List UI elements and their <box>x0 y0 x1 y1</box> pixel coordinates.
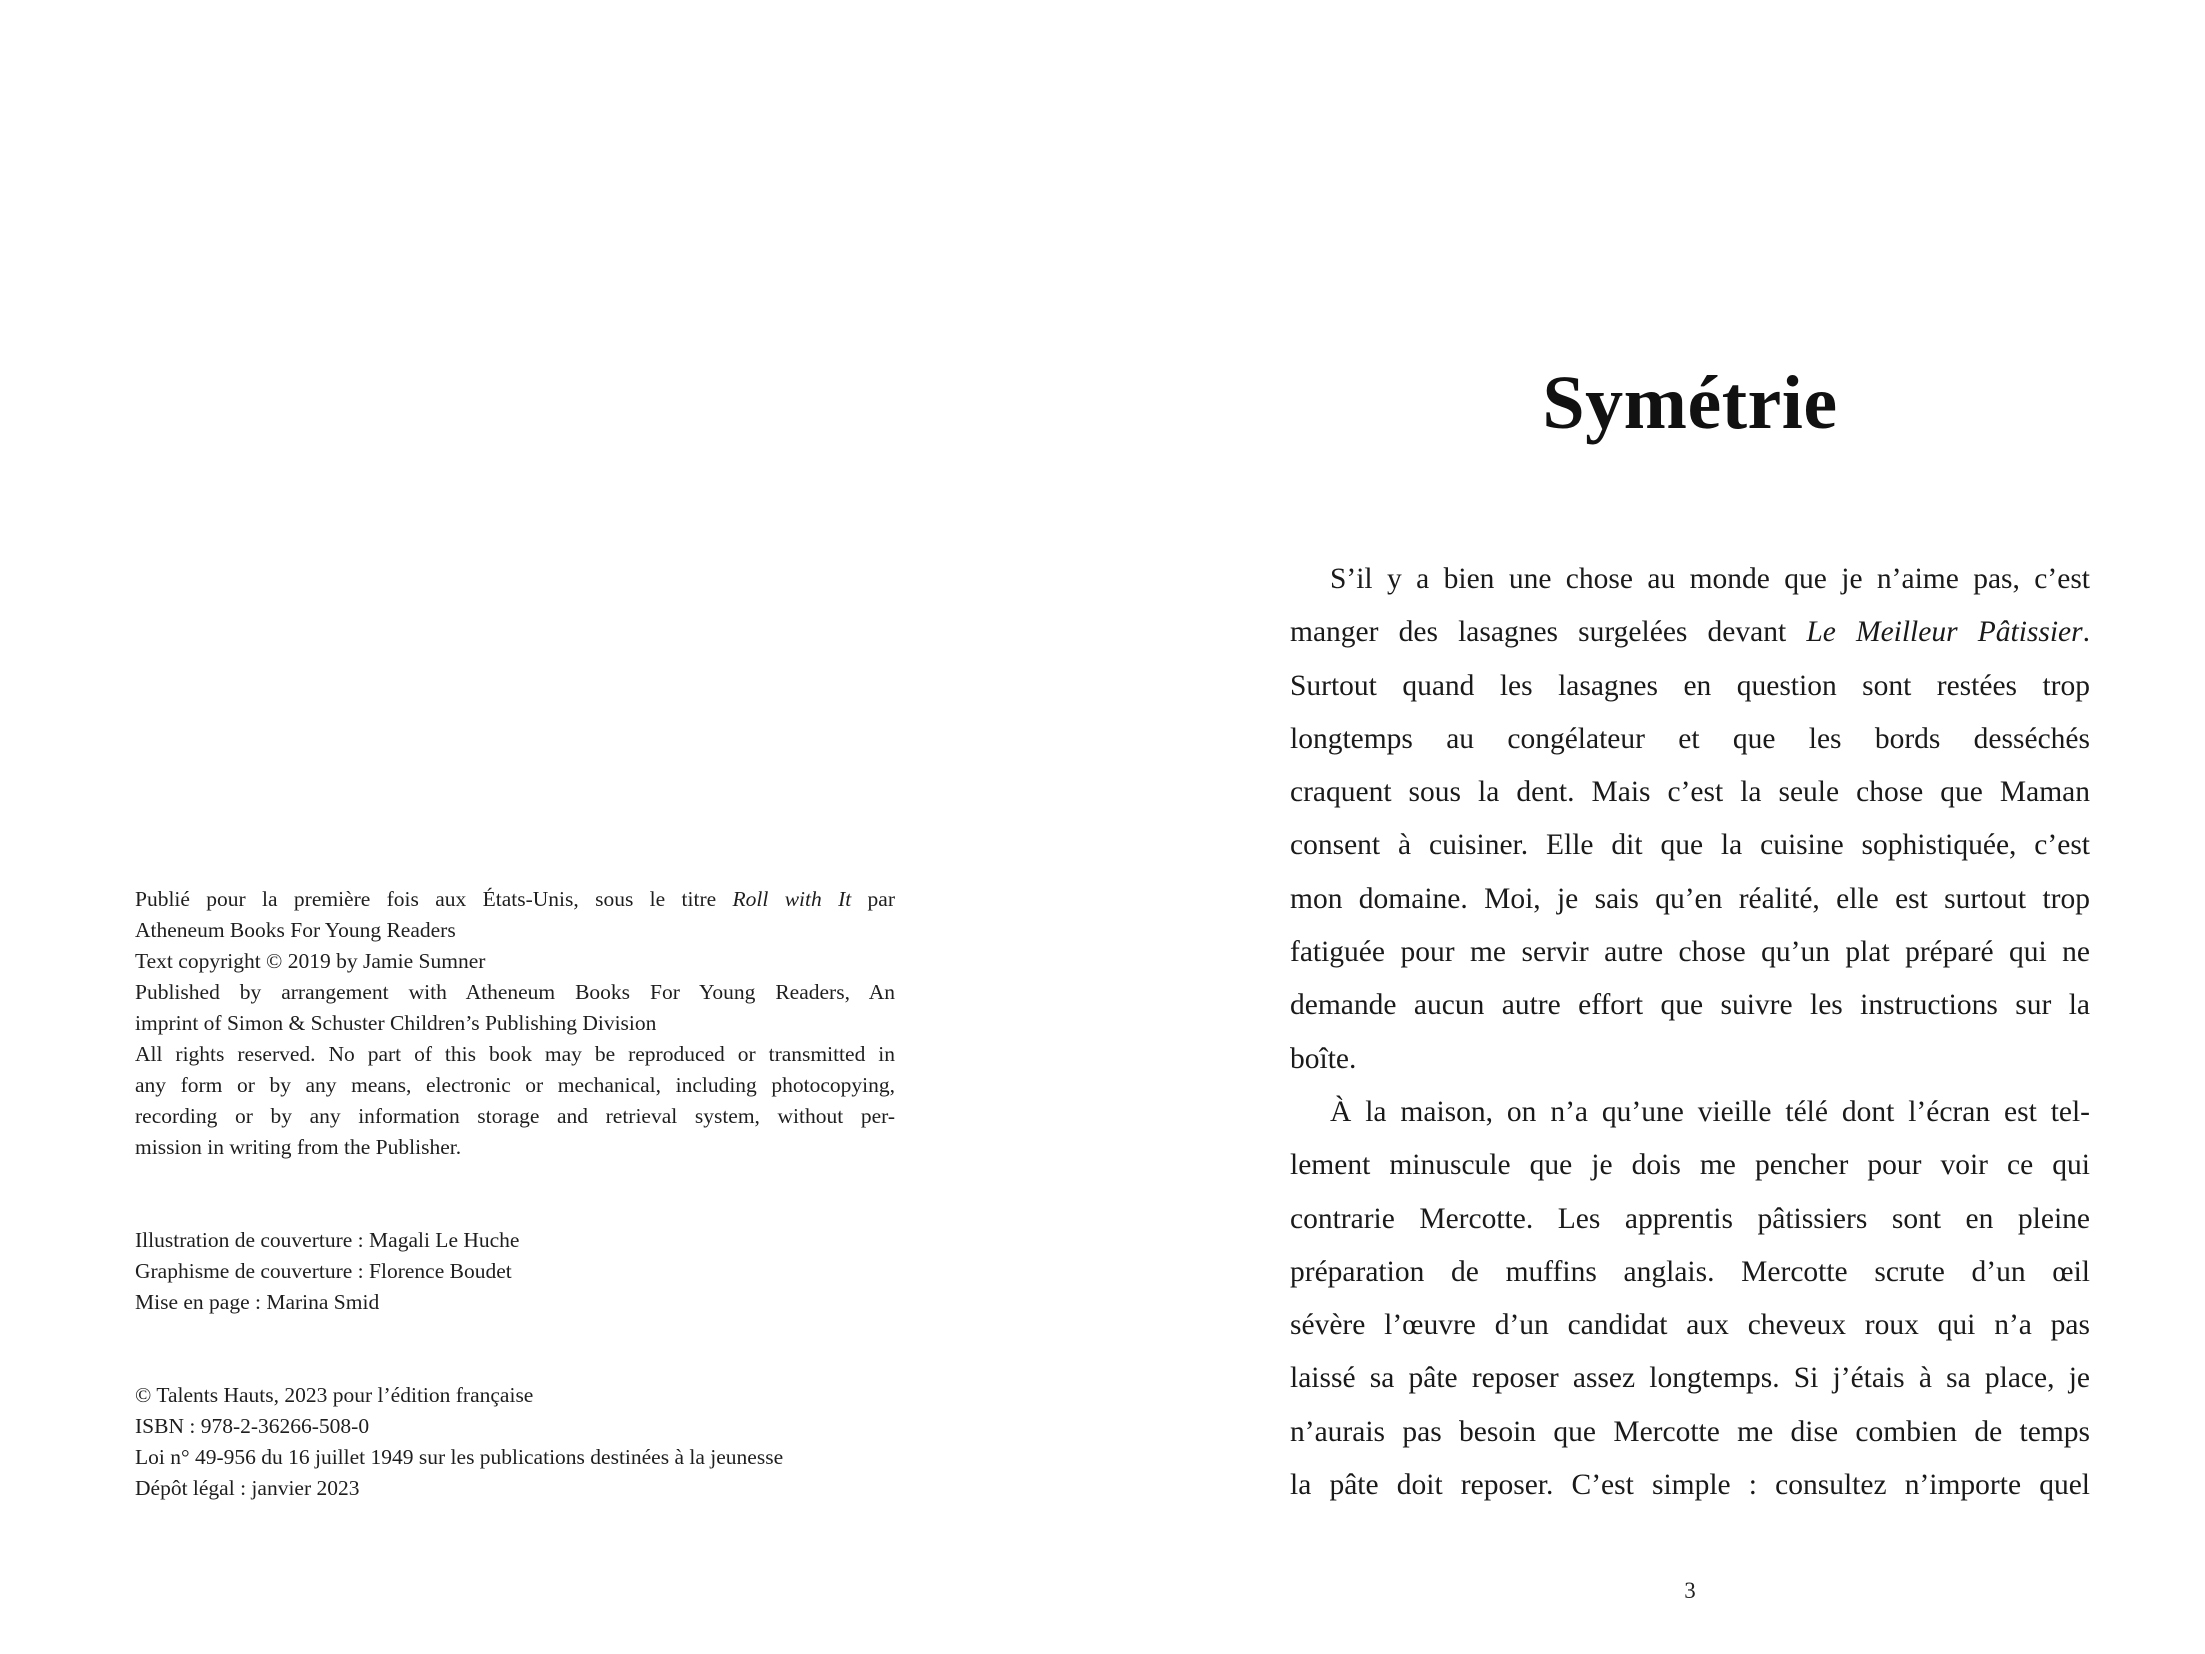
original-title: Roll with It <box>732 887 852 911</box>
credits-line: Dépôt légal : janvier 2023 <box>135 1476 360 1500</box>
credits-line: imprint of Simon & Schuster Children’s Publishing Division <box>135 1011 657 1035</box>
chapter-body <box>1290 553 2090 1512</box>
credits-line: Loi n° 49-956 du 16 juillet 1949 sur les publications destinées à la jeunesse <box>135 1445 784 1469</box>
body-line: mon domaine. Moi, je sais qu’en réalité, elle est surtout trop <box>1290 882 2090 915</box>
body-line: contrarie Mercotte. Les apprentis pâtissiers sont en pleine <box>1290 1202 2090 1235</box>
credits-line: recording or by any information storage and retrieval system, without per- <box>135 1104 895 1128</box>
body-line: boîte. <box>1290 1042 1357 1075</box>
body-line: À la maison, on n’a qu’une vieille télé dont l’écran est tel- <box>1330 1095 2090 1128</box>
chapter-title: Symétrie <box>1542 361 1838 445</box>
body-line: lement minuscule que je dois me pencher pour voir ce qui <box>1290 1149 2090 1182</box>
page-number: 3 <box>1684 1578 1696 1603</box>
credits-line: ISBN : 978-2-36266-508-0 <box>135 1414 370 1438</box>
credits-line: any form or by any means, electronic or mechanical, including photocopying, <box>135 1073 895 1097</box>
credits-line: Atheneum Books For Young Readers <box>135 918 456 942</box>
credits-line: Illustration de couverture : Magali Le Huche <box>135 1228 520 1252</box>
body-line: longtemps au congélateur et que les bords desséchés <box>1290 722 2090 755</box>
body-line: n’aurais pas besoin que Mercotte me dise combien de temps <box>1290 1415 2090 1448</box>
credits-line: Graphisme de couverture : Florence Boudet <box>135 1259 512 1283</box>
credits-line: Mise en page : Marina Smid <box>135 1290 380 1314</box>
credits-line: Publié pour la première fois aux États-Unis, sous le titre Roll with It par <box>135 887 895 911</box>
body-line: préparation de muffins anglais. Mercotte scrute d’un œil <box>1290 1255 2090 1288</box>
body-line: demande aucun autre effort que suivre les instructions sur la <box>1290 989 2090 1022</box>
body-line: craquent sous la dent. Mais c’est la seule chose que Maman <box>1290 776 2090 809</box>
body-line: la pâte doit reposer. C’est simple : consultez n’importe quel <box>1290 1469 2090 1502</box>
credits-line: mission in writing from the Publisher. <box>135 1135 462 1159</box>
copyright-block <box>135 884 895 1504</box>
body-line: fatiguée pour me servir autre chose qu’un plat préparé qui ne <box>1290 936 2090 969</box>
show-title: Le Meilleur Pâtissier <box>1806 616 2083 649</box>
body-line: manger des lasagnes surgelées devant Le Meilleur Pâtissier. <box>1290 616 2090 649</box>
body-line: laissé sa pâte reposer assez longtemps. Si j’étais à sa place, je <box>1290 1362 2090 1395</box>
body-line: S’il y a bien une chose au monde que je n’aime pas, c’est <box>1330 563 2090 595</box>
body-line: Surtout quand les lasagnes en question sont restées trop <box>1290 669 2090 702</box>
credits-line: Published by arrangement with Atheneum Books For Young Readers, An <box>135 980 895 1004</box>
credits-line: Text copyright © 2019 by Jamie Sumner <box>135 949 486 973</box>
body-line: sévère l’œuvre d’un candidat aux cheveux roux qui n’a pas <box>1290 1309 2090 1342</box>
credits-line: All rights reserved. No part of this book may be reproduced or transmitted in <box>135 1042 895 1066</box>
body-line: consent à cuisiner. Elle dit que la cuisine sophistiquée, c’est <box>1290 829 2090 862</box>
credits-line: © Talents Hauts, 2023 pour l’édition française <box>135 1383 534 1407</box>
